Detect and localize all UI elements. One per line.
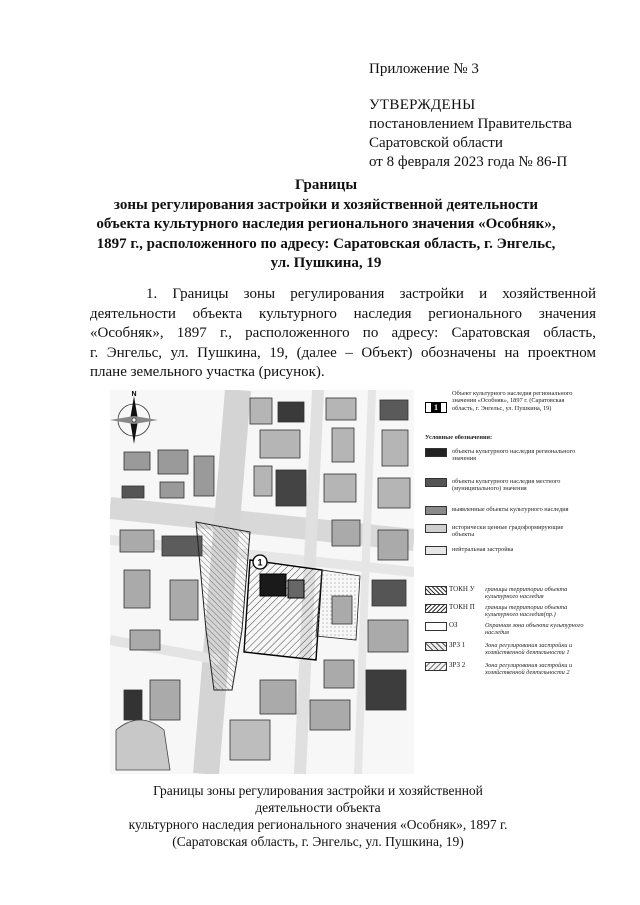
legend-swatch-historic <box>425 524 447 533</box>
legend-zone-code: ЗРЗ 1 <box>449 641 466 649</box>
appendix-label: Приложение № 3 <box>369 61 479 77</box>
legend-swatch-oz <box>425 622 447 631</box>
paragraph-line: г. Энгельс, ул. Пушкина, 19, (далее – Объект) обозначены на проектном <box>90 344 596 361</box>
legend-item-text: выявленные объекты культурного наследия <box>452 506 569 513</box>
site-plan-map <box>110 390 414 774</box>
legend-zone-code: ТОКН П <box>449 603 475 611</box>
approved-line: от 8 февраля 2023 года № 86-П <box>369 154 568 170</box>
legend-swatch-local <box>425 478 447 487</box>
caption-line: культурного наследия регионального значения «Особняк», 1897 г. <box>128 817 508 832</box>
legend-swatch-identified <box>425 506 447 515</box>
document-title <box>80 176 572 274</box>
legend-heading: Условные обозначения: <box>425 434 493 441</box>
caption-line: Границы зоны регулирования застройки и хозяйственной деятельности объекта <box>153 783 483 815</box>
title-line: Границы <box>294 177 358 193</box>
legend-zone-text: Охранная зона объекта культурного наследия <box>485 622 584 637</box>
object-badge: 1 <box>425 402 447 413</box>
legend-swatch-tokn-p <box>425 604 447 613</box>
body-paragraph <box>90 285 596 383</box>
legend-zone-code: ЗРЗ 2 <box>449 661 466 669</box>
legend-object-text: Объект культурного наследия регионального значения «Особняк», 1897 г. (Саратовская область, г. Энгельс, ул. Пушкина, 19) <box>452 390 573 412</box>
legend-zone-code: ТОКН У <box>449 585 475 593</box>
paragraph-line: деятельности объекта культурного наследия регионального значения <box>90 305 596 322</box>
legend-zone-code: ОЗ <box>449 621 458 629</box>
caption-line: (Саратовская область, г. Энгельс, ул. Пушкина, 19) <box>172 834 464 849</box>
title-line: 1897 г., расположенного по адресу: Саратовская область, г. Энгельс, <box>96 235 556 252</box>
approved-line: Саратовской области <box>369 135 503 151</box>
map-legend <box>425 390 585 690</box>
legend-item-text: объекты культурного наследия местного (муниципального) значения <box>452 478 561 493</box>
object-marker-label: 1 <box>257 557 263 568</box>
figure-caption <box>118 782 518 850</box>
figure <box>110 390 584 774</box>
compass-north-label: N <box>131 391 137 398</box>
approval-block <box>369 96 572 172</box>
legend-zone-text: Зона регулирования застройки и хозяйственной деятельности 2 <box>485 662 573 677</box>
legend-zone-text: Зона регулирования застройки и хозяйственной деятельности 1 <box>485 642 573 657</box>
title-line: объекта культурного наследия регионального значения «Особняк», <box>96 216 556 232</box>
paragraph-line: 1. Границы зоны регулирования застройки и хозяйственной <box>146 286 596 302</box>
legend-zone-text: границы территории объекта культурного наследия(пр.) <box>485 604 568 619</box>
title-line: ул. Пушкина, 19 <box>270 255 382 271</box>
legend-zone-text: границы территории объекта культурного наследия <box>485 586 568 601</box>
approved-title: УТВЕРЖДЕНЫ <box>369 97 476 113</box>
legend-swatch-tokn-u <box>425 586 447 595</box>
legend-swatch-zrz2 <box>425 662 447 671</box>
legend-item-text: исторически ценные градоформирующие объекты <box>452 524 564 539</box>
legend-item-text: нейтральная застройка <box>452 546 514 553</box>
legend-swatch-neutral <box>425 546 447 555</box>
paragraph-line: «Особняк», 1897 г., расположенного по адресу: Саратовская область, <box>90 325 596 342</box>
legend-item-text: объекты культурного наследия регионального значения <box>452 448 576 463</box>
paragraph-line: плане земельного участка (рисунок). <box>90 364 325 381</box>
legend-swatch-regional <box>425 448 447 457</box>
title-line: зоны регулирования застройки и хозяйственной деятельности <box>113 196 539 213</box>
legend-swatch-zrz1 <box>425 642 447 651</box>
approved-line: постановлением Правительства <box>369 116 572 132</box>
